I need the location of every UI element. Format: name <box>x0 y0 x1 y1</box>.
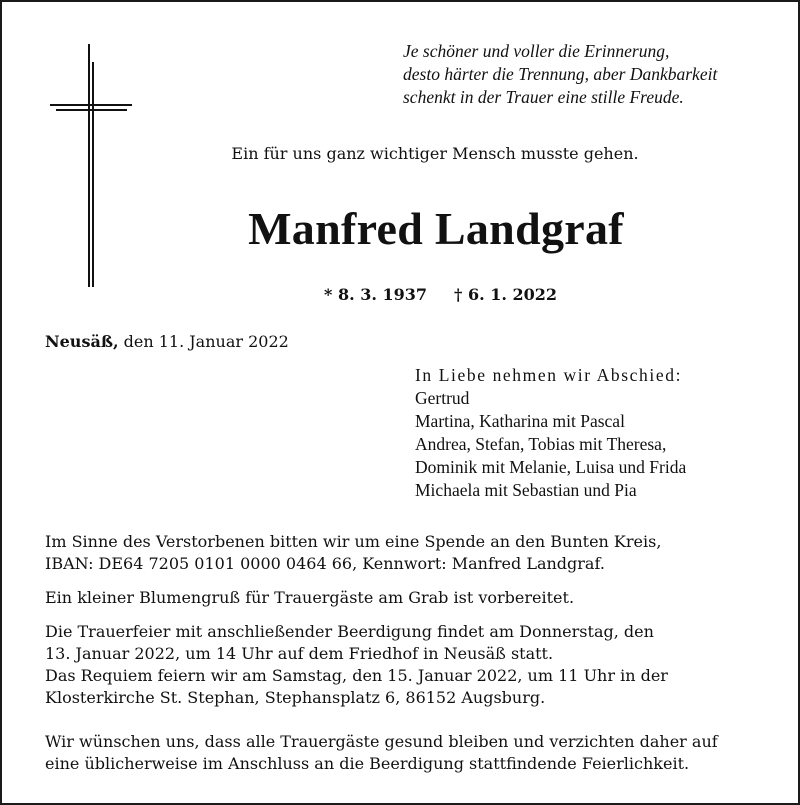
mourner-line: Dominik mit Melanie, Luisa und Frida <box>415 457 687 477</box>
closing-line: Wir wünschen uns, dass alle Trauergäste gesund bleiben und verzichten daher auf <box>45 732 718 751</box>
place-date: den 11. Januar 2022 <box>118 332 289 351</box>
mourner-line: Martina, Katharina mit Pascal <box>415 411 625 431</box>
mourner-line: Andrea, Stefan, Tobias mit Theresa, <box>415 434 667 454</box>
closing-line: eine üblicherweise im Anschluss an die Beerdigung stattfindende Feierlichkeit. <box>45 754 690 773</box>
mourners-block <box>415 364 686 502</box>
flowers-line: Ein kleiner Blumengruß für Trauergäste am Grab ist vorbereitet. <box>45 588 575 607</box>
ceremony-line: Die Trauerfeier mit anschließender Beerdigung findet am Donnerstag, den <box>45 622 654 641</box>
mourner-line: Michaela mit Sebastian und Pia <box>415 480 637 500</box>
ceremony-line: 13. Januar 2022, um 14 Uhr auf dem Friedhof in Neusäß statt. <box>45 644 554 663</box>
place-and-date <box>45 332 289 351</box>
flowers-paragraph <box>45 587 574 609</box>
mourners-heading: In Liebe nehmen wir Abschied: <box>415 365 683 385</box>
donation-line: Im Sinne des Verstorbenen bitten wir um eine Spende an den Bunten Kreis, <box>45 532 662 551</box>
memorial-quote <box>403 40 717 109</box>
quote-line: desto härter die Trennung, aber Dankbarkeit <box>403 64 718 84</box>
donation-paragraph <box>45 531 661 575</box>
intro-text: Ein für uns ganz wichtiger Mensch musste gehen. <box>231 144 639 163</box>
quote-line: schenkt in der Trauer eine stille Freude. <box>403 87 684 107</box>
place-city: Neusäß, <box>45 332 119 351</box>
mourner-line: Gertrud <box>415 388 470 408</box>
ceremony-line: Klosterkirche St. Stephan, Stephansplatz 6, 86152 Augsburg. <box>45 688 546 707</box>
quote-line: Je schöner und voller die Erinnerung, <box>403 41 670 61</box>
death-date: † 6. 1. 2022 <box>454 285 558 304</box>
deceased-name: Manfred Landgraf <box>248 203 624 254</box>
closing-paragraph <box>45 731 718 775</box>
birth-date: * 8. 3. 1937 <box>324 285 428 304</box>
donation-line: IBAN: DE64 7205 0101 0000 0464 66, Kennwort: Manfred Landgraf. <box>45 554 605 573</box>
ceremony-paragraph <box>45 621 668 709</box>
ceremony-line: Das Requiem feiern wir am Samstag, den 15. Januar 2022, um 11 Uhr in der <box>45 666 668 685</box>
